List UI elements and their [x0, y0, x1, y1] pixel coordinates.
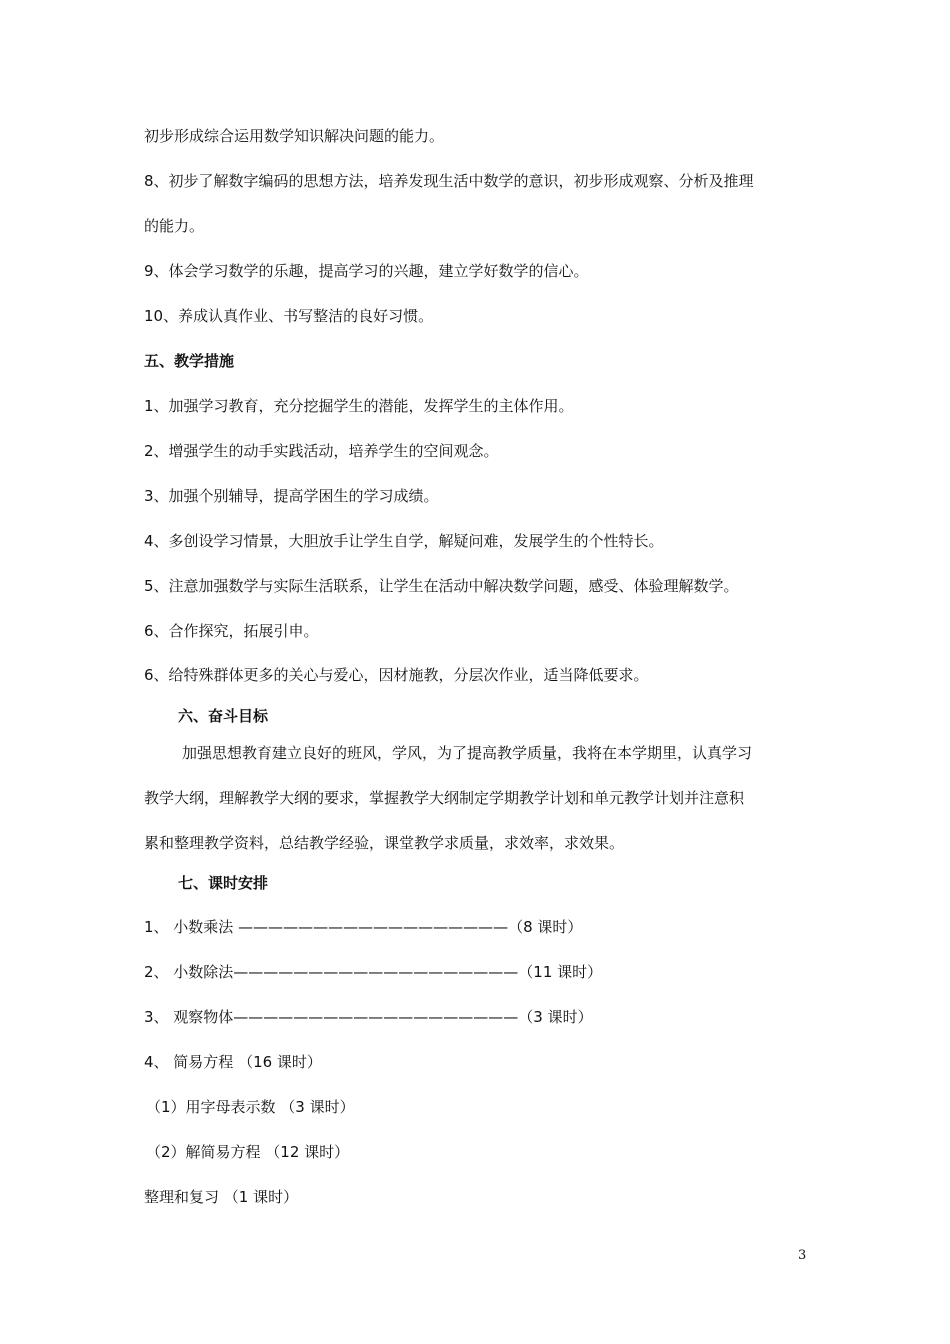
- measure-item: 6、合作探究，拓展引申。: [144, 622, 319, 640]
- page-number: 3: [798, 1248, 807, 1263]
- measure-item: 3、加强个别辅导，提高学困生的学习成绩。: [144, 487, 439, 505]
- schedule-subitem: （1）用字母表示数 （3 课时）: [146, 1098, 355, 1116]
- measure-item: 5、注意加强数学与实际生活联系，让学生在活动中解决数学问题，感受、体验理解数学。: [144, 577, 739, 595]
- schedule-item: 3、 观察物体———————————————————（3 课时）: [144, 1008, 593, 1026]
- measure-item: 6、给特殊群体更多的关心与爱心，因材施教，分层次作业，适当降低要求。: [144, 666, 649, 684]
- schedule-review: 整理和复习 （1 课时）: [144, 1188, 299, 1206]
- goals-paragraph-line: 教学大纲，理解教学大纲的要求，掌握教学大纲制定学期教学计划和单元教学计划并注意积: [144, 789, 745, 807]
- objective-line: 的能力。: [144, 217, 205, 235]
- objective-line: 初步形成综合运用数学知识解决问题的能力。: [144, 127, 445, 145]
- section-heading-schedule: 七、课时安排: [178, 874, 269, 892]
- schedule-subitem: （2）解简易方程 （12 课时）: [146, 1143, 350, 1161]
- goals-paragraph-line: 累和整理教学资料，总结教学经验，课堂教学求质量，求效率，求效果。: [144, 834, 625, 852]
- schedule-item: 1、 小数乘法 ——————————————————（8 课时）: [144, 918, 583, 936]
- section-heading-measures: 五、教学措施: [144, 352, 235, 370]
- schedule-item: 2、 小数除法———————————————————（11 课时）: [144, 963, 603, 981]
- section-heading-goals: 六、奋斗目标: [178, 707, 269, 725]
- goals-paragraph-line: 加强思想教育建立良好的班风，学风，为了提高教学质量，我将在本学期里，认真学习: [182, 744, 753, 762]
- measure-item: 4、多创设学习情景，大胆放手让学生自学，解疑问难，发展学生的个性特长。: [144, 532, 664, 550]
- objective-line: 8、初步了解数字编码的思想方法，培养发现生活中数学的意识，初步形成观察、分析及推理: [144, 172, 754, 190]
- measure-item: 2、增强学生的动手实践活动，培养学生的空间观念。: [144, 442, 499, 460]
- objective-line: 9、体会学习数学的乐趣，提高学习的兴趣，建立学好数学的信心。: [144, 262, 589, 280]
- schedule-item: 4、 简易方程 （16 课时）: [144, 1053, 322, 1071]
- objective-line: 10、养成认真作业、书写整洁的良好习惯。: [144, 307, 434, 325]
- measure-item: 1、加强学习教育，充分挖掘学生的潜能，发挥学生的主体作用。: [144, 397, 574, 415]
